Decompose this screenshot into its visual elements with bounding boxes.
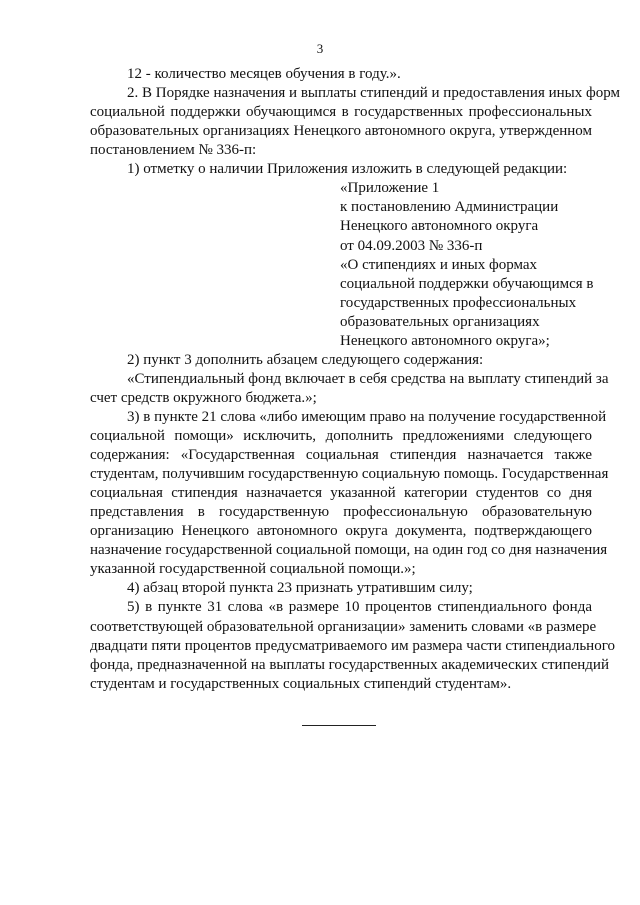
page-number: 3 xyxy=(316,41,324,56)
appendix-line: Ненецкого автономного округа»; xyxy=(340,332,550,349)
appendix-line: государственных профессиональных xyxy=(340,294,577,311)
appendix-line: от 04.09.2003 № 336-п xyxy=(340,237,483,254)
text-line: постановлением № 336-п: xyxy=(90,142,257,159)
text-line: студентам и государственных социальных стипендий студентам». xyxy=(90,675,512,692)
appendix-line: «О стипендиях и иных формах xyxy=(340,256,538,273)
text-line: 4) абзац второй пункта 23 признать утратившим силу; xyxy=(127,580,473,597)
appendix-line: образовательных организациях xyxy=(340,313,540,330)
appendix-line: социальной поддержки обучающимся в xyxy=(340,275,594,292)
closing-rule xyxy=(302,725,376,726)
text-line: 2. В Порядке назначения и выплаты стипендий и предоставления иных форм xyxy=(127,85,620,101)
text-line: назначение государственной социальной помощи, на один год со дня назначения xyxy=(90,542,608,559)
text-line: «Стипендиальный фонд включает в себя средства на выплату стипендий за xyxy=(127,370,609,387)
text-line: 1) отметку о наличии Приложения изложить в следующей редакции: xyxy=(127,161,568,178)
appendix-line: Ненецкого автономного округа xyxy=(340,218,539,235)
text-line: 3) в пункте 21 слова «либо имеющим право на получение государственной xyxy=(127,408,607,425)
text-line: организацию Ненецкого автономного округа документа, подтверждающего xyxy=(90,523,592,540)
appendix-line: к постановлению Администрации xyxy=(340,199,559,216)
text-line: представления в государственную профессиональную образовательную xyxy=(90,504,592,521)
text-line: социальной поддержки обучающимся в государственных профессиональных xyxy=(90,104,592,121)
text-line: соответствующей образовательной организации» заменить словами «в размере xyxy=(90,618,597,635)
text-line: содержания: «Государственная социальная стипендия назначается также xyxy=(90,447,592,463)
text-line: фонда, предназначенной на выплаты государственных академических стипендий xyxy=(90,656,609,673)
text-line: студентам, получившим государственную социальную помощь. Государственная xyxy=(90,466,609,483)
text-line: 5) в пункте 31 слова «в размере 10 процентов стипендиального фонда xyxy=(127,599,592,616)
text-line: социальная стипендия назначается указанной категории студентов со дня xyxy=(90,485,592,502)
text-line: двадцати пяти процентов предусматриваемого им размера части стипендиального xyxy=(90,637,615,654)
text-line: счет средств окружного бюджета.»; xyxy=(90,389,317,406)
text-line: 12 - количество месяцев обучения в году.». xyxy=(127,66,401,82)
appendix-line: «Приложение 1 xyxy=(340,180,440,197)
text-line: социальной помощи» исключить, дополнить предложениями следующего xyxy=(90,427,592,444)
text-line: образовательных организациях Ненецкого автономного округа, утвержденном xyxy=(90,123,592,140)
text-line: указанной государственной социальной помощи.»; xyxy=(90,561,416,578)
text-line: 2) пункт 3 дополнить абзацем следующего содержания: xyxy=(127,351,484,368)
